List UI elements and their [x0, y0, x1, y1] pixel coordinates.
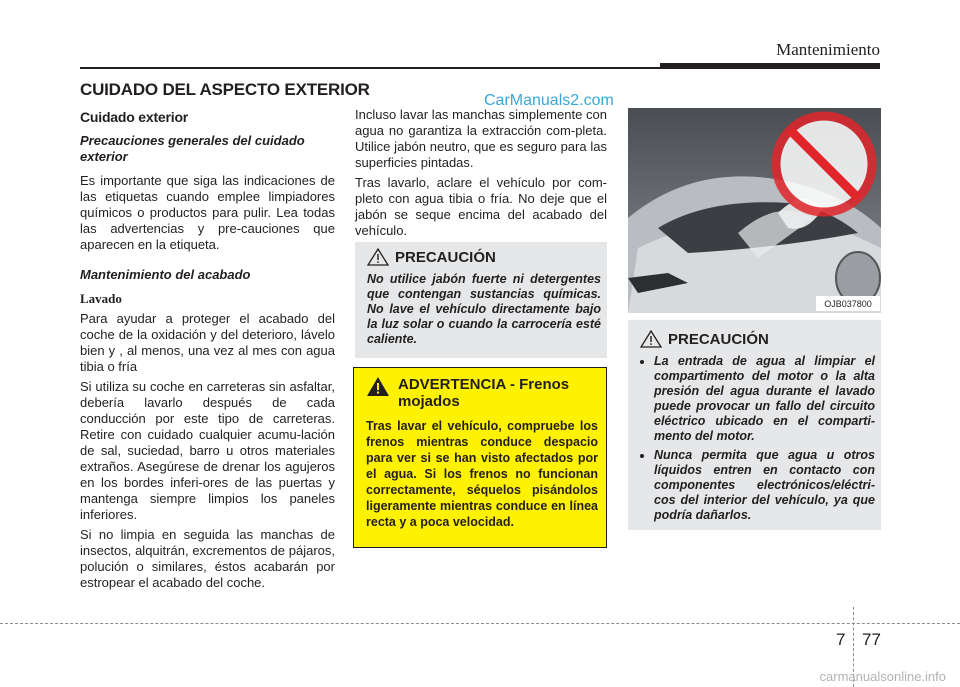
- caution-title: PRECAUCIÓN: [640, 330, 875, 348]
- subheading-finish-maintenance: Mantenimiento del acabado: [80, 267, 251, 282]
- heading-exterior-care: Cuidado exterior: [80, 109, 189, 125]
- caution-box-soap: [355, 242, 607, 358]
- paragraph: Si no limpia en seguida las manchas de insectos, alquitrán, excrementos de pájaros, polución o similares, éstos acabarán por estropear el acabado del coche.: [80, 527, 335, 590]
- engine-washing-illustration: [628, 108, 881, 313]
- watermark-link[interactable]: CarManuals2.com: [484, 92, 614, 109]
- list-item: • Nunca permita que agua u otros líquidos entren en contacto con componentes electrónicos/eléctri-cos del interior del vehículo, ya que podría dañarlos.: [654, 448, 875, 523]
- warning-triangle-filled-icon: [366, 376, 390, 397]
- subheading-general-precautions: Precauciones generales del cuidado exterior: [80, 133, 305, 164]
- warning-box-wet-brakes: [353, 367, 607, 548]
- column-middle: [355, 107, 607, 243]
- subheading-washing: Lavado: [80, 291, 122, 306]
- header-title: Mantenimiento: [776, 40, 880, 59]
- footer-rule: [0, 623, 960, 624]
- chapter-number: 7: [836, 630, 846, 649]
- caution-list: [640, 354, 875, 523]
- caution-box-engine: [628, 320, 881, 530]
- page-number: 77: [862, 630, 881, 649]
- column-left: [80, 107, 335, 595]
- caution-title: PRECAUCIÓN: [367, 248, 601, 266]
- list-item: • La entrada de agua al limpiar el compartimento del motor o la alta presión del agua durante el lavado puede provocar un fallo del circuito eléctrico ubicado en el comparti-mento del motor.: [654, 354, 875, 444]
- car-engine-image: [628, 108, 881, 313]
- paragraph: Para ayudar a proteger el acabado del coche de la oxidación y del deterioro, lávelo bien y , al menos, una vez al mes con agua tibia o fría: [80, 311, 335, 374]
- footer-watermark: carmanualsonline.info: [819, 669, 946, 684]
- warning-triangle-icon: [640, 330, 662, 348]
- warning-title: ADVERTENCIA - Frenos mojados: [366, 376, 598, 410]
- paragraph: Es importante que siga las indicaciones de las etiquetas cuando emplee limpiadores químicos o productos para pulir. Lea todas las advertencias y pre-cauciones que aparecen en la etiqueta.: [80, 173, 335, 252]
- paragraph: Si utiliza su coche en carreteras sin asfaltar, debería lavarlo después de cada conducción por este tipo de carreteras. Retire con cuidado cualquier acumu-lación de sal, suciedad, barro u otros materiales extraños. Asegúrese de drenar los agujeros en los bordes inferi-ores de las puertas y mantenga siempre limpios los paneles inferiores.: [80, 379, 335, 522]
- caution-text: No utilice jabón fuerte ni detergentes que contengan sustancias químicas. No lave el vehículo directamente bajo la luz solar o cuando la carrocería esté caliente.: [367, 272, 601, 346]
- warning-text: Tras lavar el vehículo, compruebe los frenos mientras conduce despacio para ver si se han visto afectados por el agua. Si los frenos no funcionan correctamente, séquelos pisándolos ligeramente mientras conduce en línea recta y a poca velocidad.: [366, 419, 598, 529]
- warning-triangle-icon: [367, 248, 389, 266]
- paragraph: Incluso lavar las manchas simplemente con agua no garantiza la extracción com-pleta. Utilice jabón neutro, que es seguro para las superficies pintadas.: [355, 107, 607, 170]
- header-rule-thick: [660, 63, 880, 69]
- image-code-label: OJB037800: [824, 299, 872, 309]
- paragraph: Tras lavarlo, aclare el vehículo por com-pleto con agua tibia o fría. No deje que el jabón se seque encima del acabado del vehículo.: [355, 175, 607, 238]
- section-title: CUIDADO DEL ASPECTO EXTERIOR: [80, 80, 370, 99]
